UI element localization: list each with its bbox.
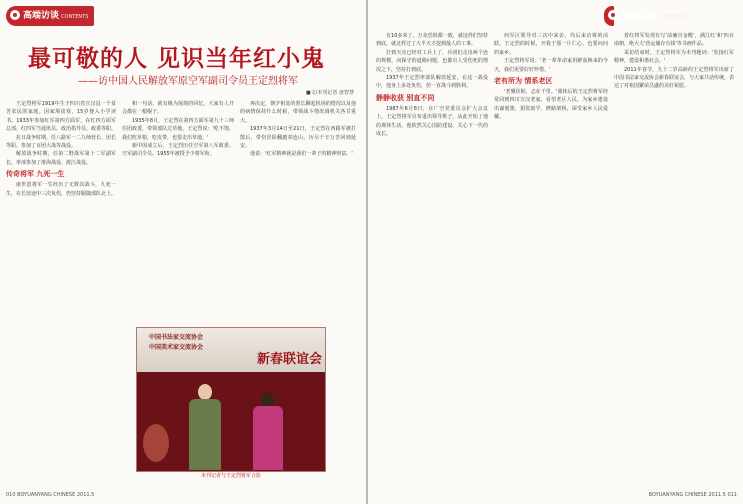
paragraph: 和一句话，就有极为深刻的回忆。大家有人开会都在一根棍子。 — [122, 101, 234, 116]
banner-title: 新春联谊会 — [257, 352, 323, 367]
paragraph: 1937年3月14日至21日，王定烈在西路军被打散后，带伤冒险翻越祁连山，历尽千辛万苦回到延安。 — [240, 126, 356, 150]
photo-caption: 本刊记者与王定烈将军合影 — [200, 473, 261, 479]
paragraph: 1987年6月8日，在广空党委员会扩大会议上，王定烈将军宣布退出领导班子，从此开始了他的离休生活。他依然关心国防建设，关心下一代的成长。 — [376, 105, 488, 138]
section-heading: 老有所为 情系老区 — [494, 77, 553, 86]
left-column-2 — [122, 100, 234, 324]
paragraph: 1935年8月，王定烈在第四方面军第九十三师任团政委，带领部队过草地。王定烈说：'吃不饱，我们吃草根，吃皮带，也要走出草地。' — [122, 117, 234, 141]
section-tag-en: CONTENTS — [659, 14, 687, 20]
right-column-2 — [494, 32, 608, 490]
left-column-1 — [6, 100, 116, 490]
paragraph: 他说：'红军精神就是我们一辈子的精神财富。' — [250, 151, 353, 158]
paragraph: '老骥伏枥，志在千里。'离休后的王定烈将军经常回到四川宣汉老家，看望老区人民，为家乡建设出谋划策，捐资助学，修路架桥，深受家乡人民爱戴。 — [494, 89, 608, 121]
right-column-1 — [376, 32, 488, 490]
paragraph: 再决定，朝夕相处的帮长聊起机场的情况以及他的病情保持什么时候，带领战斗情况调机关各甘重大。 — [240, 101, 356, 124]
right-column-3 — [614, 32, 734, 490]
paragraph: 1937年王定烈率部队解放延安，在这一战役中，他身上多处负伤，但一直战斗到胜利。 — [376, 75, 488, 90]
paragraph: 王定烈将军说：'老一辈革命家用鲜血换来的今天，我们更要好好珍惜。' — [494, 58, 608, 73]
page-footer: 010 BOYUANYANG CHINESE 2011.5 — [6, 492, 95, 498]
paragraph: 抗日战争时期，任八路军一二九师营长、团长等职，参加了百团大战等战役。 — [6, 134, 116, 150]
banner-line: 中国书法家交流协会 — [149, 334, 204, 341]
section-tag — [6, 6, 94, 26]
paragraph: 打到天亮已经对工兵上了，兵团们走出两个连的规模，向保守的道路问题，也都有人受伤死的情况之下，坚持打到底。 — [376, 49, 488, 73]
general-figure — [189, 384, 221, 470]
left-magazine-page — [0, 0, 366, 504]
paragraph: 2011年春节，九十二岁高龄的王定烈将军出席了中国书法家交流协会新春联谊会，与大家共话传统，表达了对祖国繁荣昌盛的美好祝愿。 — [614, 66, 734, 90]
paragraph: 新中国成立后，王定烈历任空军第八军政委、空军副司令员。1955年被授予少将军衔。 — [122, 143, 234, 158]
section-heading: 传奇将军 九死一生 — [6, 170, 65, 179]
reporter-figure — [253, 392, 283, 470]
section-heading: 静静收获 别直不同 — [376, 93, 435, 102]
right-magazine-page — [368, 0, 743, 504]
flower-bouquet — [143, 424, 169, 462]
article-subheadline: ——访中国人民解放军原空军副司令员王定烈将军 — [78, 76, 298, 87]
article-headline: 最可敬的人 见识当年红小鬼 — [28, 45, 326, 72]
section-tag-label: 高端访谈 — [23, 11, 60, 21]
paragraph: 康世恩将军一生经历了无数次战斗，九死一生，在长征途中三次负伤，仍坚持跟随部队北上。 — [6, 182, 116, 197]
section-tag-label: 高端访谈 — [621, 11, 658, 21]
banner-line: 中国美术家交流协会 — [149, 344, 204, 351]
section-bullet-icon — [10, 10, 20, 20]
event-photo — [136, 327, 326, 472]
page-footer: BOYUANYANG CHINESE 2011.5 011 — [648, 492, 737, 498]
paragraph: 有10多米了，万众恐惧都一致，就这样们坚持到底。就这样过了大半天才挖到敌人的工事。 — [376, 33, 488, 48]
paragraph: 采访结束时，王定烈将军为本刊题词：'发扬红军精神，建设和谐社会。' — [614, 49, 734, 65]
paragraph: 何军区领导对三次中来访，均后来访将的活跃。王定烈的时候，开我于那一片仁心，也要问问的家乡。 — [494, 33, 608, 56]
paragraph: 解放战争时期，任第二野战军第十二军副军长，率部参加了淮海战役、渡江战役。 — [6, 151, 116, 166]
section-tag-en: CONTENTS — [61, 14, 89, 20]
paragraph: 王定烈将军1919年生于四川省宣汉县一个贫苦农民的家庭。因家境贫寒，15岁便入小学读书。1933年参加红军第四方面军，在红四方面军总部、红四军当通讯员、政治指导员、政委等职。 — [6, 101, 116, 133]
paragraph: 着红将军发现有写'前廉宫金殿'，满江红'和'四百南朝，绝大大'营运储存有钱'等书画作品。 — [614, 33, 734, 48]
photo-banner — [137, 328, 325, 372]
section-tag — [604, 6, 687, 26]
section-bullet-icon — [608, 10, 618, 20]
article-byline: ■文/本刊记者 唐智慧 — [306, 90, 354, 96]
left-column-3 — [240, 100, 356, 324]
